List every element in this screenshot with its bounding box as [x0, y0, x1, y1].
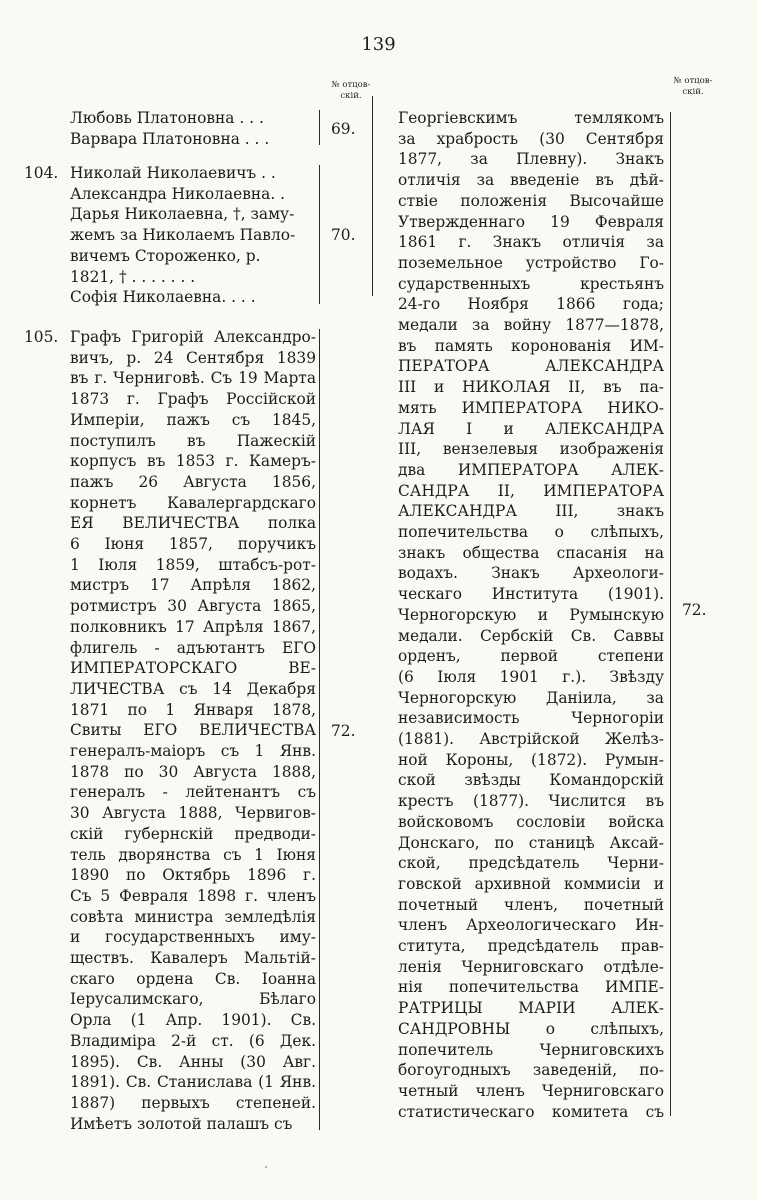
text-line: Георгіевскимъ темлякомъ — [398, 109, 664, 127]
text-line: ленія Черниговскаго отдѣле- — [398, 957, 664, 976]
text-line: ной Короны, (1872). Румын- — [398, 750, 664, 769]
text-line: (6 Іюля 1901 г.). Звѣзду — [398, 667, 664, 686]
text-line: четный членъ Черниговскаго — [398, 1081, 664, 1100]
column-header-line2: скій. — [340, 91, 362, 101]
text-line: совѣта министра земледѣлія — [70, 907, 316, 926]
text-line: ществъ. Кавалеръ Мальтій- — [70, 949, 316, 967]
text-line: Дарья Николаевна, †, заму- — [70, 205, 295, 224]
group-bracket — [670, 112, 671, 1116]
column-header-line2: скій. — [682, 87, 704, 97]
text-line: ческаго Института (1901). — [398, 585, 664, 604]
text-line: генералъ - лейтенантъ съ — [70, 783, 316, 802]
text-line: вичемъ Стороженко, р. — [70, 246, 261, 265]
text-line: медали за войну 1877—1878, — [398, 316, 664, 334]
text-line: 1877, за Плевну). Знакъ — [398, 150, 664, 169]
text-line: корнетъ Кавалергардскаго — [70, 493, 316, 512]
text-line: членъ Археологическаго Ин- — [398, 916, 664, 935]
text-line: Графъ Григорій Александро- — [70, 328, 316, 346]
text-line: 1 Іюля 1859, штабсъ-рот- — [70, 555, 316, 574]
page-mark — [265, 1166, 267, 1168]
text-line: тель дворянства съ 1 Іюня — [70, 845, 316, 864]
text-line: попечительства о слѣпыхъ, — [398, 523, 664, 541]
text-line: Съ 5 Февраля 1898 г. членъ — [70, 886, 316, 905]
column-header-line1: № отцов- — [673, 76, 713, 86]
text-line: Свиты ЕГО ВЕЛИЧЕСТВА — [70, 721, 316, 740]
text-line: пажъ 26 Августа 1856, — [70, 472, 316, 491]
group-bracket — [319, 165, 320, 304]
text-line: Орла (1 Апр. 1901). Св. — [70, 1011, 316, 1030]
text-line: поземельное устройство Го- — [398, 253, 664, 272]
text-line: 1878 по 30 Августа 1888, — [70, 762, 316, 781]
text-line: Утвержденнаго 19 Февраля — [398, 212, 664, 231]
text-line: (1881). Австрійской Желѣз- — [398, 730, 664, 748]
text-line: богоугодныхъ заведеній, по- — [398, 1061, 664, 1080]
text-line: Имперіи, пажъ съ 1845, — [70, 410, 316, 429]
text-line: скій губернскій предводи- — [70, 824, 316, 843]
group-bracket — [319, 110, 320, 145]
text-line: говской архивной коммисіи и — [398, 874, 664, 893]
text-line: знакъ общества спасанія на — [398, 543, 664, 562]
text-line: ЛИЧЕСТВА съ 14 Декабря — [70, 679, 316, 698]
text-line: 1890 по Октябрь 1896 г. — [70, 866, 316, 885]
text-line: корпусъ въ 1853 г. Камеръ- — [70, 452, 316, 471]
text-line: ротмистръ 30 Августа 1865, — [70, 597, 316, 616]
text-line: 30 Августа 1888, Червигов- — [70, 804, 316, 823]
text-line: и государственныхъ иму- — [70, 928, 316, 947]
text-line: ствіе положенія Высочайше — [398, 191, 664, 210]
text-line: скаго ордена Св. Іоанна — [70, 969, 316, 988]
text-line: САНДРА II, ИМПЕРАТОРА — [398, 481, 664, 500]
text-line: 1887) первыхъ степеней. — [70, 1093, 316, 1112]
reference-number: 70. — [331, 226, 356, 245]
text-line: 24-го Ноября 1866 года; — [398, 295, 664, 314]
text-line: медали. Сербскій Св. Саввы — [398, 626, 664, 645]
text-line: генералъ-маіоръ съ 1 Янв. — [70, 742, 316, 760]
text-line: ИМПЕРАТОРСКАГО ВЕ- — [70, 659, 316, 678]
text-line: крестъ (1877). Числится въ — [398, 792, 664, 811]
text-line: Имѣетъ золотой палашъ съ — [70, 1114, 293, 1133]
text-line: 1895). Св. Анны (30 Авг. — [70, 1052, 316, 1071]
reference-number: 72. — [331, 721, 356, 740]
text-line: ПЕРАТОРА АЛЕКСАНДРА — [398, 357, 664, 376]
text-line: 1891). Св. Станислава (1 Янв. — [70, 1073, 316, 1092]
text-line: флигель - адъютантъ ЕГО — [70, 638, 316, 657]
text-line: сударственныхъ крестьянъ — [398, 274, 664, 293]
text-line: Черногорскую и Румынскую — [398, 605, 664, 624]
column-header-line1: № отцов- — [331, 80, 371, 90]
text-line: Владиміра 2-й ст. (6 Дек. — [70, 1031, 316, 1050]
text-line: Варвара Платоновна . . . — [70, 129, 270, 148]
text-line: 1873 г. Графъ Россійской — [70, 390, 316, 409]
text-line: два ИМПЕРАТОРА АЛЕК- — [398, 460, 664, 479]
page-number: 139 — [361, 34, 396, 55]
text-line: 1861 г. Знакъ отличія за — [398, 233, 664, 252]
text-line: ститута, предсѣдатель прав- — [398, 937, 664, 955]
text-line: мистръ 17 Апрѣля 1862, — [70, 576, 316, 595]
text-line: Софія Николаевна. . . . — [70, 288, 256, 307]
text-line: независимость Черногоріи — [398, 709, 664, 728]
text-line: за храбрость (30 Сентября — [398, 129, 664, 148]
text-line: 6 Іюня 1857, поручикъ — [70, 535, 316, 553]
reference-number: 69. — [331, 119, 356, 138]
text-line: 1821, † . . . . . . . — [70, 267, 196, 286]
column-header-left — [326, 80, 376, 102]
text-line: Черногорскую Данiила, за — [398, 688, 664, 707]
text-line: жемъ за Николаемъ Павло- — [70, 226, 296, 245]
column-divider — [372, 96, 373, 296]
reference-number: 72. — [682, 601, 707, 619]
text-line: Александра Николаевна. . — [70, 184, 286, 203]
text-line: орденъ, первой степени — [398, 647, 664, 666]
text-line: почетный членъ, почетный — [398, 895, 664, 914]
column-header-right — [668, 76, 718, 98]
text-line: попечитель Черниговскихъ — [398, 1040, 664, 1059]
text-line: водахъ. Знакъ Археологи- — [398, 564, 664, 583]
text-line: войсковомъ сословіи войска — [398, 812, 664, 831]
text-line: РАТРИЦЫ МАРІИ АЛЕК- — [398, 999, 664, 1018]
text-line: отличія за введеніе въ дѣй- — [398, 171, 664, 190]
text-line: САНДРОВНЫ о слѣпыхъ, — [398, 1019, 664, 1038]
text-line: мять ИМПЕРАТОРА НИКО- — [398, 398, 664, 417]
text-line: въ г. Черниговѣ. Съ 19 Марта — [70, 369, 316, 388]
text-line: полковникъ 17 Апрѣля 1867, — [70, 617, 316, 636]
text-line: Іерусалимскаго, Бѣлаго — [70, 990, 316, 1009]
text-line: III и НИКОЛАЯ II, въ па- — [398, 378, 664, 397]
text-line: 1871 по 1 Января 1878, — [70, 700, 316, 719]
text-line: III, вензелевыя изображенія — [398, 440, 664, 459]
entry-number: 105. — [24, 328, 59, 346]
text-line: ЛАЯ I и АЛЕКСАНДРА — [398, 419, 664, 438]
text-line: поступилъ въ Пажескій — [70, 431, 316, 450]
text-line: ской звѣзды Командорскій — [398, 771, 664, 790]
text-line: АЛЕКСАНДРА III, знакъ — [398, 502, 664, 521]
text-line: ской, предсѣдатель Черни- — [398, 854, 664, 873]
text-line: ЕЯ ВЕЛИЧЕСТВА полка — [70, 514, 316, 533]
group-bracket — [319, 329, 320, 1130]
text-line: Донскаго, по станицѣ Аксай- — [398, 833, 664, 852]
text-line: Любовь Платоновна . . . — [70, 109, 264, 127]
entry-number: 104. — [24, 164, 59, 182]
text-line: Николай Николаевичъ . . — [70, 164, 276, 182]
text-line: вичъ, р. 24 Сентября 1839 — [70, 348, 316, 367]
text-line: въ память коронованія ИМ- — [398, 336, 664, 355]
text-line: нія попечительства ИМПЕ- — [398, 978, 664, 997]
text-line: статистическаго комитета съ — [398, 1102, 664, 1121]
